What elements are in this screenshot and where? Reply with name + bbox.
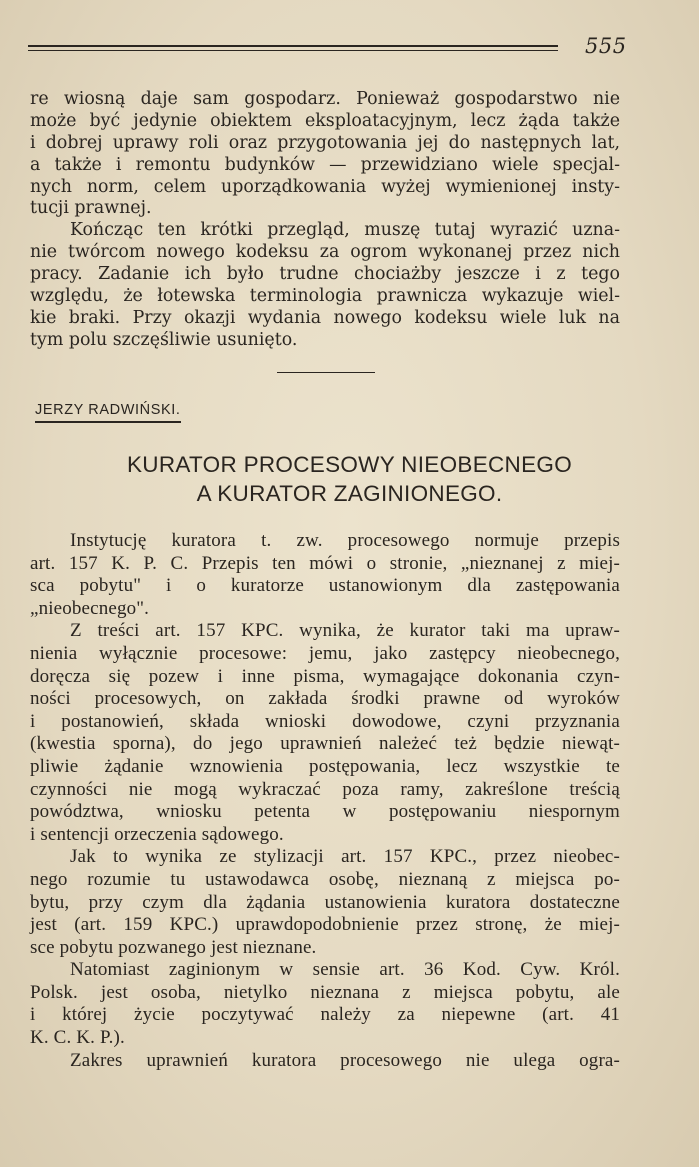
text-line: sca pobytu" i o kuratorze ustanowionym dla zastępowania [30,575,620,597]
text-line: bytu, przy czym dla żądania ustanowienia kuratora dostateczne [30,891,620,913]
text-line: i której życie poczytywać należy za niepewne (art. 41 [30,1004,620,1026]
text-line: pliwie żądanie wznowienia postępowania, lecz wszystkie te [30,755,620,777]
article-author: JERZY RADWIŃSKI. [35,402,181,423]
text-line: nie twórcom nowego kodeksu za ogrom wykonanej przez nich [30,242,620,263]
text-line: nienia wyłącznie procesowe: jemu, jako zastępcy nieobecnego, [30,642,620,664]
text-line: kie braki. Przy okazji wydania nowego kodeksu wiele luk na [30,307,620,328]
text-line: (kwestia sporna), do jego uprawnień należeć też będzie niewąt- [30,733,620,755]
text-line: re wiosną daje sam gospodarz. Ponieważ gospodarstwo nie [30,89,620,109]
text-line: i dobrej uprawy roli oraz przygotowania jej do następnych lat, [30,132,620,153]
text-line: Instytucję kuratora t. zw. procesowego normuje przepis [70,530,620,551]
text-line: i sentencji orzeczenia sądowego. [30,823,284,845]
text-line: K. C. K. P.). [30,1027,125,1049]
header-rule [28,45,558,51]
text-line: ności procesowych, on zakłada środki prawne od wyroków [30,688,620,710]
article-body [30,530,620,1072]
text-line: art. 157 K. P. C. Przepis ten mówi o stronie, „nieznanej z miej- [30,552,620,574]
page-number: 555 [585,34,627,58]
section-divider [277,372,375,373]
text-line: pracy. Zadanie ich było trudne chociażby jeszcze i z tego [30,264,620,285]
text-line: może być jedynie obiektem eksploatacyjnym, lecz żąda także [30,110,620,131]
text-line: i postanowień, składa wnioski dowodowe, czyni przyznania [30,710,620,732]
text-line: sce pobytu pozwanego jest nieznane. [30,936,317,958]
text-line: tucji prawnej. [30,198,152,219]
text-line: Natomiast zaginionym w sensie art. 36 Kod. Cyw. Król. [70,959,620,981]
text-line: Jak to wynika ze stylizacji art. 157 KPC., przez nieobec- [70,846,620,868]
text-line: jest (art. 159 KPC.) uprawdopodobnienie przez stronę, że miej- [30,914,620,936]
article-title-line-1: KURATOR PROCESOWY NIEOBECNEGO [126,452,573,477]
text-line: powództwa, wniosku petenta w postępowaniu niespornym [30,801,620,823]
text-line: czynności nie mogą wykraczać poza ramy, zakreślone treścią [30,778,620,800]
text-line: tym polu szczęśliwie usunięto. [30,329,298,350]
text-line: Kończąc ten krótki przegląd, muszę tutaj wyrazić uzna- [70,220,620,241]
text-line: doręcza się pozew i inne pisma, wymagające dokonania czyn- [30,665,620,687]
text-line: Zakres uprawnień kuratora procesowego nie ulega ogra- [70,1049,620,1071]
text-line: a także i remontu budynków — przewidziano wiele specjal- [30,154,620,175]
text-line: nego rozumie tu ustawodawca osobę, nieznaną z miejsca po- [30,868,620,890]
article-title-line-2: A KURATOR ZAGINIONEGO. [196,481,503,506]
text-line: nych norm, celem uporządkowania wyżej wymienionej insty- [30,176,620,197]
text-line: względu, że łotewska terminologia prawnicza wykazuje wiel- [30,286,620,307]
text-line: Polsk. jest osoba, nietylko nieznana z miejsca pobytu, ale [30,981,620,1003]
previous-article-text [30,89,620,352]
text-line: „nieobecnego". [30,597,150,619]
text-line: Z treści art. 157 KPC. wynika, że kurator taki ma upraw- [70,620,620,642]
